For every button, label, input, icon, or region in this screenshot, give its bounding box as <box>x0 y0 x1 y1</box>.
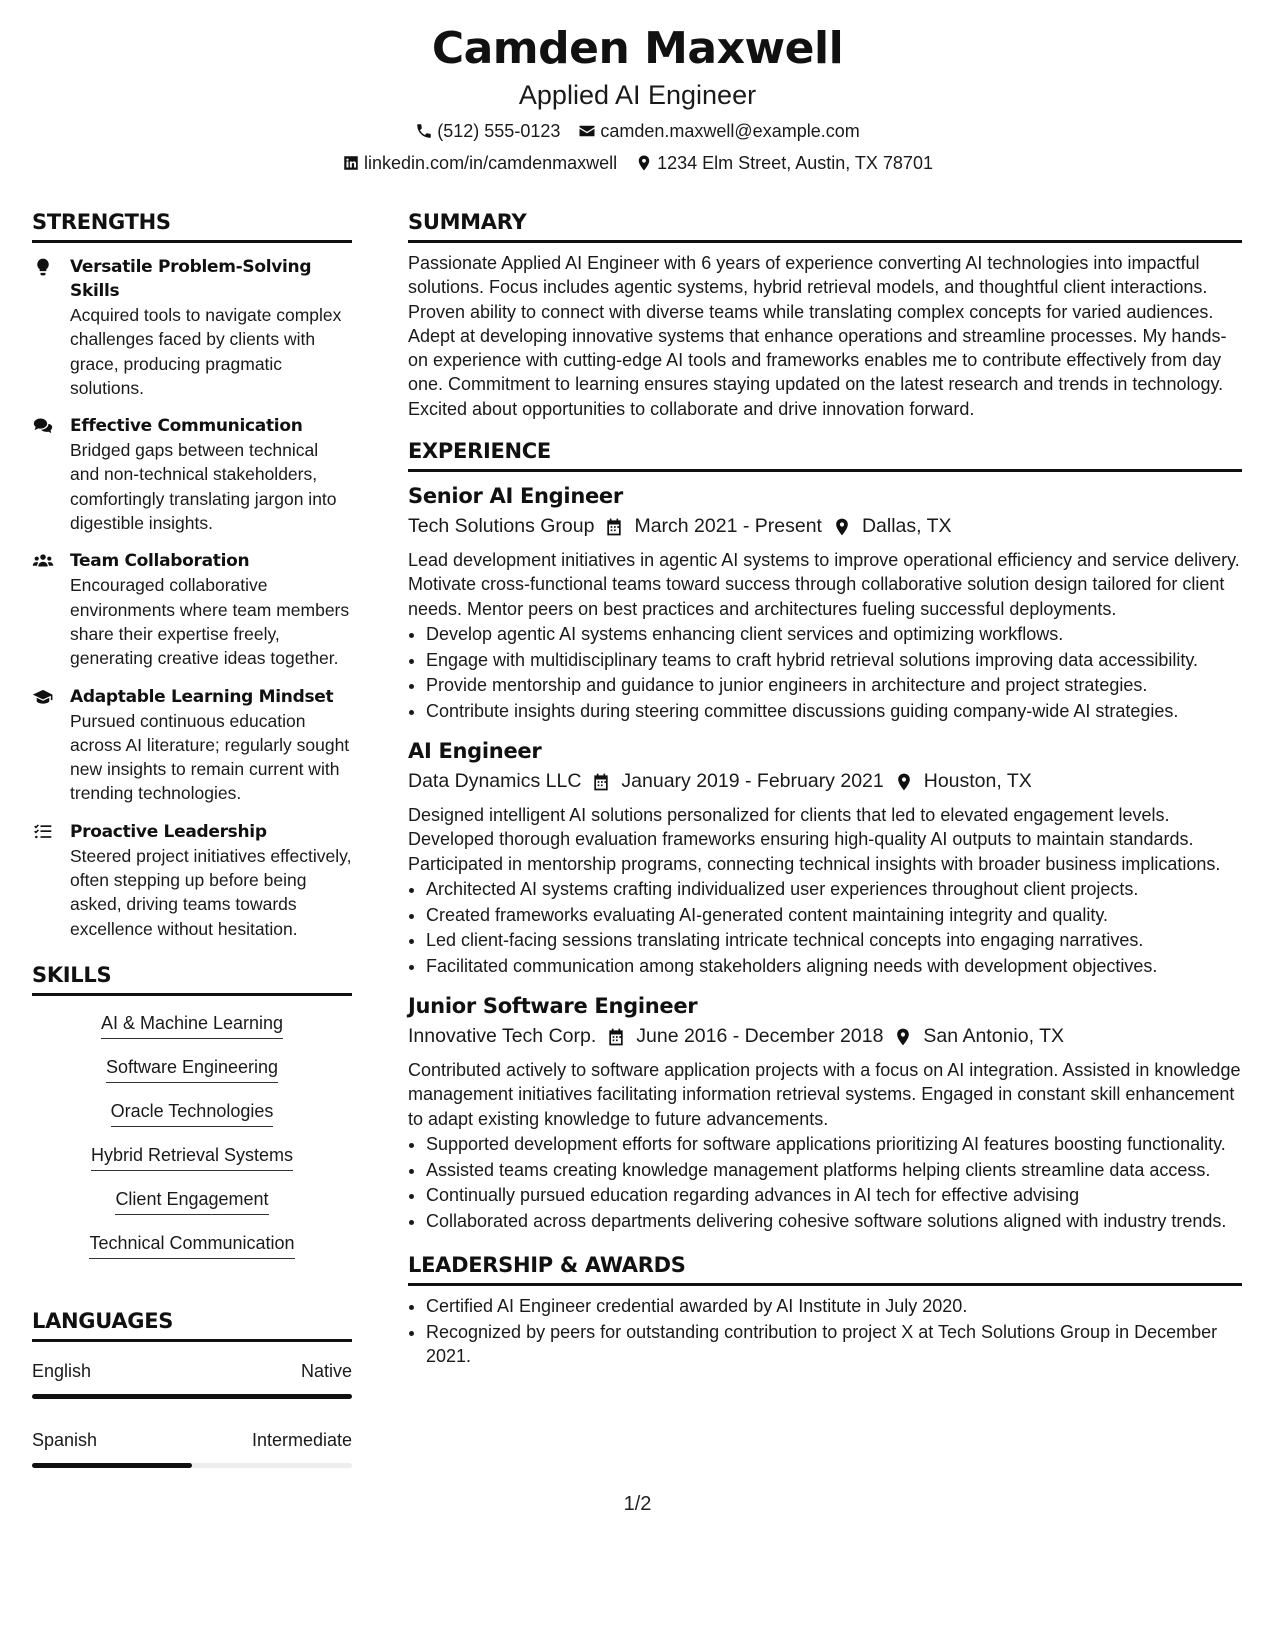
job-description: Lead development initiatives in agentic AI systems to improve operational efficiency and service delivery. Motivate cross-functional teams toward success through collaborative solution design tailored for client needs. Mentor peers on best practices and architectures fueling successful deployments. <box>408 550 1240 619</box>
address-contact <box>635 151 933 175</box>
users-icon <box>32 551 54 571</box>
skills-section <box>32 961 352 1259</box>
list-item: • Collaborated across departments delivering cohesive software solutions aligned with industry trends. <box>426 1209 1242 1233</box>
job-entry <box>408 992 1242 1233</box>
job-meta <box>408 1021 1242 1052</box>
linkedin-icon <box>342 154 360 172</box>
job-dates: March 2021 - Present <box>634 515 822 538</box>
skill-item: Oracle Technologies <box>111 1098 274 1127</box>
list-item: • Created frameworks evaluating AI-generated content maintaining integrity and quality. <box>426 903 1242 927</box>
list-item: • Develop agentic AI systems enhancing client services and optimizing workflows. <box>426 622 1242 646</box>
leadership-heading: LEADERSHIP & AWARDS <box>408 1251 1242 1286</box>
strength-desc: Pursued continuous education across AI literature; regularly sought new insights to remain current with trending technologies. <box>70 710 350 804</box>
strength-title: Team Collaboration <box>70 551 250 572</box>
language-name: Spanish <box>32 1429 98 1450</box>
list-item: • Provide mentorship and guidance to junior engineers in architecture and project strategies. <box>426 673 1242 697</box>
list-item: • Certified AI Engineer credential awarded by AI Institute in July 2020. <box>426 1294 1242 1318</box>
strength-desc: Steered project initiatives effectively, often stepping up before being asked, driving teams towards excellence without hesitation. <box>70 845 352 939</box>
job-title: Senior AI Engineer <box>408 484 623 509</box>
job-bullets <box>408 1132 1242 1233</box>
map-pin-icon <box>893 1027 913 1047</box>
list-item: • Led client-facing sessions translating intricate technical concepts into engaging narratives. <box>426 928 1242 952</box>
experience-section <box>408 437 1242 1233</box>
email-text[interactable]: camden.maxwell@example.com <box>600 121 860 141</box>
proficiency-bar <box>32 1394 352 1399</box>
skills-heading: SKILLS <box>32 961 352 996</box>
list-item: • Supported development efforts for software applications prioritizing AI features boosting functionality. <box>426 1132 1242 1156</box>
leadership-section <box>408 1251 1242 1368</box>
strength-title: Effective Communication <box>70 416 303 437</box>
calendar-icon <box>604 517 624 537</box>
proficiency-bar-fill <box>32 1394 352 1399</box>
map-pin-icon <box>832 517 852 537</box>
comments-icon <box>32 416 54 436</box>
job-location: San Antonio, TX <box>923 1025 1064 1048</box>
strengths-list <box>32 255 352 941</box>
strength-title: Versatile Problem-Solving Skills <box>70 257 312 301</box>
summary-heading: SUMMARY <box>408 208 1242 243</box>
summary-text: Passionate Applied AI Engineer with 6 years of experience converting AI technologies into impactful solutions. Focus includes agentic systems, hybrid retrieval models, and thoughtful client interactions. Proven ability to connect with diverse teams while translating complex concepts for varied audiences. Adept at developing innovative systems that enhance operations and streamline processes. My hands-on experience with cutting-edge AI tools and frameworks enables me to contribute effectively from day one. Commitment to learning ensures staying updated on the latest research and trends in technology. Excited about opportunities to collaborate and drive innovation forward. <box>408 253 1227 419</box>
languages-section <box>32 1307 352 1468</box>
job-bullets <box>408 622 1242 723</box>
job-bullets <box>408 877 1242 978</box>
job-entry <box>408 482 1242 723</box>
strength-title: Proactive Leadership <box>70 821 267 842</box>
resume-header <box>0 22 1275 175</box>
left-column <box>32 208 352 1468</box>
list-item: • Architected AI systems crafting individualized user experiences throughout client projects. <box>426 877 1242 901</box>
job-title: Junior Software Engineer <box>408 994 698 1019</box>
phone-text: (512) 555-0123 <box>437 121 561 141</box>
strength-desc: Bridged gaps between technical and non-technical stakeholders, comfortingly translating jargon into digestible insights. <box>70 440 337 534</box>
map-pin-icon <box>635 154 653 172</box>
phone-icon <box>415 122 433 140</box>
skill-item: AI & Machine Learning <box>101 1010 283 1039</box>
linkedin-contact[interactable] <box>342 151 617 175</box>
task-list-icon <box>32 822 54 842</box>
strength-desc: Acquired tools to navigate complex challenges faced by clients with grace, producing pragmatic solutions. <box>70 305 342 398</box>
job-dates: June 2016 - December 2018 <box>636 1025 884 1048</box>
job-description: Designed intelligent AI solutions personalized for clients that led to elevated engagement levels. Developed thorough evaluation frameworks ensuring high-quality AI outputs to maintain standards. Participated in mentorship programs, connecting technical insights with broader business implications. <box>408 805 1221 874</box>
lightbulb-icon <box>32 257 54 277</box>
linkedin-text[interactable]: linkedin.com/in/camdenmaxwell <box>364 153 618 173</box>
language-item <box>32 1358 352 1399</box>
map-pin-icon <box>894 772 914 792</box>
strength-item <box>32 414 352 535</box>
job-location: Dallas, TX <box>861 515 952 538</box>
list-item: • Contribute insights during steering committee discussions guiding company-wide AI strategies. <box>426 699 1242 723</box>
right-column <box>408 208 1242 1369</box>
job-meta <box>408 766 1242 797</box>
skill-item: Client Engagement <box>115 1186 268 1215</box>
candidate-name: Camden Maxwell <box>431 23 844 74</box>
job-entry <box>408 737 1242 978</box>
skill-item: Technical Communication <box>89 1230 294 1259</box>
list-item: • Facilitated communication among stakeholders aligning needs with development objectives. <box>426 954 1242 978</box>
language-level: Native <box>300 1360 352 1381</box>
job-meta <box>408 511 1242 542</box>
address-text: 1234 Elm Street, Austin, TX 78701 <box>657 153 933 173</box>
job-title: AI Engineer <box>408 739 542 764</box>
strength-item <box>32 549 352 670</box>
leadership-bullets <box>408 1294 1242 1368</box>
experience-heading: EXPERIENCE <box>408 437 1242 472</box>
company-name: Innovative Tech Corp. <box>408 1025 597 1048</box>
skill-item: Hybrid Retrieval Systems <box>91 1142 293 1171</box>
skill-item: Software Engineering <box>106 1054 278 1083</box>
contact-row-1 <box>0 119 1275 143</box>
company-name: Data Dynamics LLC <box>408 770 582 793</box>
candidate-role: Applied AI Engineer <box>518 80 757 110</box>
envelope-icon <box>578 122 596 140</box>
strength-item <box>32 685 352 806</box>
proficiency-bar-fill <box>32 1463 192 1468</box>
job-location: Houston, TX <box>923 770 1032 793</box>
strength-item <box>32 255 352 400</box>
language-item <box>32 1427 352 1468</box>
strength-desc: Encouraged collaborative environments where team members share their expertise freely, generating creative ideas together. <box>70 575 350 669</box>
job-dates: January 2019 - February 2021 <box>621 770 884 793</box>
list-item: • Recognized by peers for outstanding contribution to project X at Tech Solutions Group in December 2021. <box>426 1320 1242 1369</box>
company-name: Tech Solutions Group <box>408 515 595 538</box>
list-item: • Engage with multidisciplinary teams to craft hybrid retrieval solutions improving data accessibility. <box>426 648 1242 672</box>
skills-list <box>32 1010 352 1259</box>
language-name: English <box>32 1360 92 1381</box>
email-contact[interactable] <box>578 119 859 143</box>
strength-title: Adaptable Learning Mindset <box>70 686 334 707</box>
strength-item <box>32 820 352 941</box>
proficiency-bar <box>32 1463 352 1468</box>
phone-contact <box>415 119 560 143</box>
calendar-icon <box>591 772 611 792</box>
contact-row-2 <box>0 151 1275 175</box>
calendar-icon <box>606 1027 626 1047</box>
job-description: Contributed actively to software application projects with a focus on AI integration. Assisted in knowledge management initiatives facilitating information retrieval systems. Engaged in constant skill enhancement to adapt existing knowledge to future advancements. <box>408 1060 1241 1129</box>
list-item: • Assisted teams creating knowledge management platforms helping clients streamline data access. <box>426 1158 1242 1182</box>
list-item: • Continually pursued education regarding advances in AI tech for effective advising <box>426 1183 1242 1207</box>
languages-heading: LANGUAGES <box>32 1307 352 1342</box>
language-level: Intermediate <box>251 1429 352 1450</box>
strengths-heading: STRENGTHS <box>32 208 352 243</box>
page-number: 1/2 <box>623 1493 652 1515</box>
graduation-cap-icon <box>32 687 54 707</box>
